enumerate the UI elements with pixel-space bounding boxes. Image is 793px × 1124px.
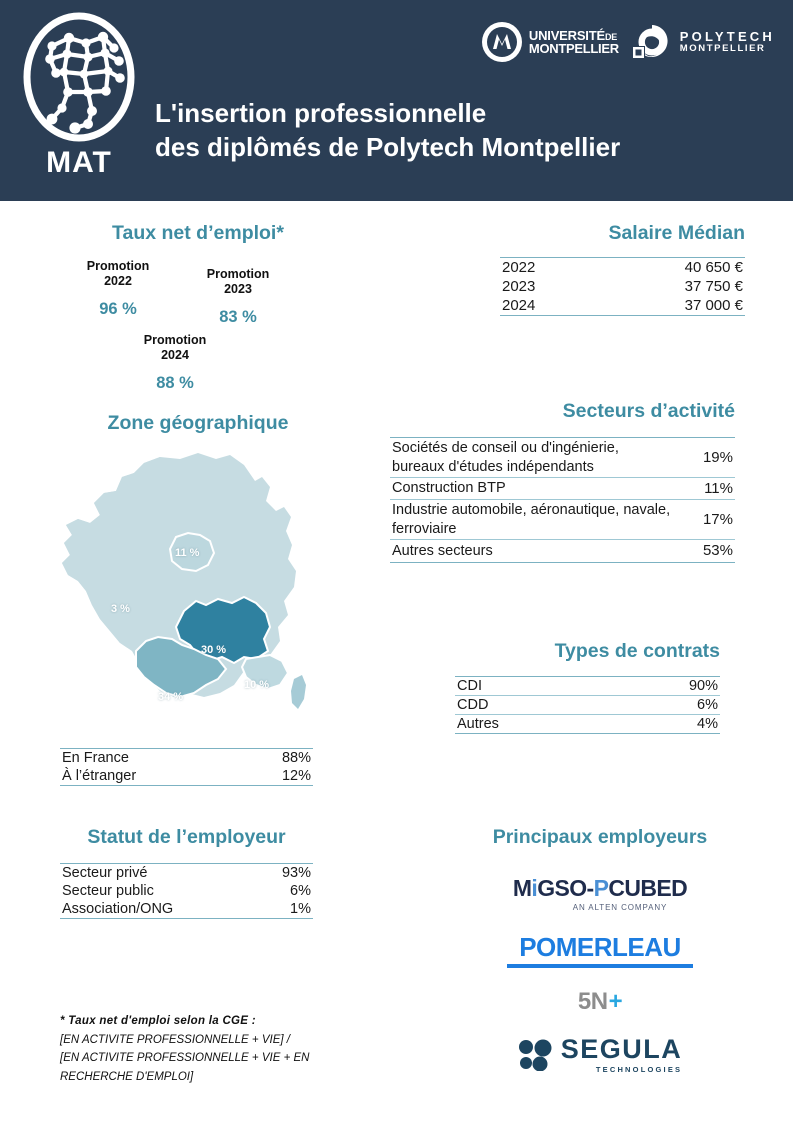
promotion-2024-label: Promotion [143, 333, 207, 347]
section-salaire-median [500, 222, 745, 316]
region-ouest [62, 457, 168, 643]
table-row [455, 696, 720, 715]
statut-employeur-table [60, 863, 313, 919]
promotion-2024 [110, 333, 240, 393]
footnote [60, 1012, 390, 1087]
table-row [390, 478, 735, 500]
secteurs-title: Secteurs d’activité [562, 400, 735, 422]
employer-logo-migso-pcubed [455, 877, 745, 912]
salaire-year: 2024 [502, 297, 536, 314]
table-row [60, 900, 313, 919]
table-row [390, 500, 735, 540]
table-row [60, 749, 313, 768]
contrat-value: 4% [697, 716, 718, 732]
pomerleau-underline [507, 964, 693, 968]
table-row [500, 258, 745, 278]
contrats-table [455, 676, 720, 734]
table-row [455, 715, 720, 734]
region-corse [291, 675, 306, 709]
promotion-2023-value: 83 % [219, 307, 257, 326]
salaire-value: 37 750 € [684, 278, 743, 295]
france-label: En France [62, 750, 129, 766]
salaire-value: 40 650 € [684, 259, 743, 276]
statut-value: 1% [290, 901, 311, 917]
page-title-line1: L'insertion professionnelle [155, 98, 487, 128]
segula-tagline: TECHNOLOGIES [595, 1065, 683, 1074]
promotion-2024-value: 88 % [156, 373, 194, 392]
section-secteurs-activite [390, 400, 735, 563]
page-title [155, 96, 775, 165]
secteur-value: 11% [677, 478, 735, 500]
france-etranger-table [60, 748, 313, 786]
map-label-paca: 10 % [244, 679, 270, 691]
map-label-ile-de-france: 11 % [175, 547, 200, 559]
statut-label: Secteur privé [62, 865, 148, 881]
map-label-ouest: 3 % [111, 603, 130, 615]
salaire-year: 2022 [502, 259, 536, 276]
table-row [60, 882, 313, 900]
table-row [390, 540, 735, 562]
france-map [48, 441, 348, 729]
table-row [60, 864, 313, 883]
employer-logo-list [455, 877, 745, 1074]
section-zone-geographique [48, 412, 348, 729]
table-row [500, 277, 745, 296]
secteur-label: Industrie automobile, aéronautique, navale, ferroviaire [390, 500, 677, 540]
polytech-logo-text [680, 30, 775, 55]
polytech-circle-icon [631, 21, 673, 63]
polytech-line1: POLYTECH [679, 28, 775, 44]
table-row [455, 677, 720, 696]
statut-label: Secteur public [62, 883, 154, 899]
um-line2: MONTPELLIER [528, 41, 619, 56]
salaire-year: 2023 [502, 278, 536, 295]
taux-net-title: Taux net d’emploi* [112, 222, 284, 244]
zone-geographique-title: Zone géographique [107, 412, 289, 434]
contrat-value: 90% [609, 677, 720, 696]
mat-logo [14, 10, 144, 195]
migso-tagline: AN ALTEN COMPANY [572, 903, 668, 912]
france-value: 88% [281, 750, 311, 766]
mat-logo-text: MAT [46, 146, 112, 179]
page-title-line2: des diplômés de Polytech Montpellier [155, 132, 621, 163]
salaire-median-title: Salaire Médian [608, 222, 745, 244]
section-statut-employeur [60, 826, 313, 919]
contrat-value: 6% [609, 696, 720, 715]
map-label-occitanie: 34 % [158, 691, 184, 703]
migso-wordmark: MiGSO-PCUBED [512, 875, 688, 901]
promotion-2023-year: 2023 [224, 282, 252, 297]
secteur-value: 19% [677, 438, 735, 478]
page-header [0, 0, 793, 201]
segula-wordmark: SEGULA [560, 1034, 683, 1064]
salaire-median-table [500, 257, 745, 316]
polytech-montpellier-logo [631, 21, 775, 63]
secteurs-table [390, 437, 735, 563]
employer-logo-5n-plus [455, 990, 745, 1014]
um-logo-text [529, 29, 619, 56]
contrat-label: CDD [455, 696, 609, 715]
section-taux-net-emploi [48, 222, 348, 399]
pomerleau-wordmark: POMERLEAU [519, 932, 681, 962]
etranger-label: À l’étranger [62, 768, 137, 784]
principaux-employeurs-title: Principaux employeurs [492, 826, 708, 848]
statut-employeur-title: Statut de l’employeur [87, 826, 286, 848]
salaire-value: 37 000 € [684, 297, 743, 314]
promotion-2022-value: 96 % [99, 299, 137, 318]
section-types-contrats [455, 640, 720, 734]
statut-value: 6% [290, 883, 311, 899]
partner-logos [482, 18, 775, 66]
contrat-label: CDI [455, 677, 609, 696]
table-row [500, 296, 745, 316]
footnote-line4: RECHERCHE D'EMPLOI] [60, 1070, 194, 1083]
secteur-label: Sociétés de conseil ou d'ingénierie, bureaux d'études indépendants [390, 438, 677, 478]
statut-label: Association/ONG [62, 901, 174, 917]
table-row [390, 438, 735, 478]
section-principaux-employeurs [455, 826, 745, 1096]
france-map-svg [48, 441, 348, 729]
taux-net-values [48, 259, 348, 399]
table-row [60, 767, 313, 786]
footnote-line3: [EN ACTIVITE PROFESSIONNELLE + VIE + EN [60, 1052, 310, 1065]
polytech-line2: MONTPELLIER [679, 42, 766, 54]
contrat-label: Autres [457, 716, 499, 732]
segula-dots-icon [518, 1039, 552, 1071]
fivenplus-wordmark: 5N + [577, 988, 623, 1015]
france-etranger-table-wrap [60, 748, 313, 786]
molecule-lattice-icon [22, 12, 136, 142]
um-seal-icon [482, 22, 522, 62]
statut-value: 93% [281, 865, 311, 881]
promotion-2022-year: 2022 [104, 274, 132, 289]
um-line1: UNIVERSITÉ [528, 27, 605, 43]
secteur-label: Construction BTP [390, 478, 677, 500]
employer-logo-segula [455, 1036, 745, 1074]
promotion-2023 [178, 267, 298, 327]
footnote-line2: [EN ACTIVITE PROFESSIONNELLE + VIE] / [60, 1033, 290, 1046]
map-label-auvergne-rhone-alpes: 30 % [201, 644, 227, 656]
employer-logo-pomerleau [455, 934, 745, 968]
promotion-2024-year: 2024 [161, 348, 189, 363]
secteur-label: Autres secteurs [392, 542, 493, 559]
secteur-value: 53% [702, 542, 733, 560]
universite-montpellier-logo [482, 22, 619, 62]
promotion-2022-label: Promotion [86, 259, 150, 273]
promotion-2023-label: Promotion [206, 267, 270, 281]
promotion-2022 [58, 259, 178, 319]
um-line1-small: DE [604, 31, 618, 42]
etranger-value: 12% [281, 768, 311, 784]
contrats-title: Types de contrats [554, 640, 720, 662]
footnote-line1: * Taux net d'emploi selon la CGE : [60, 1015, 256, 1027]
secteur-value: 17% [677, 500, 735, 540]
